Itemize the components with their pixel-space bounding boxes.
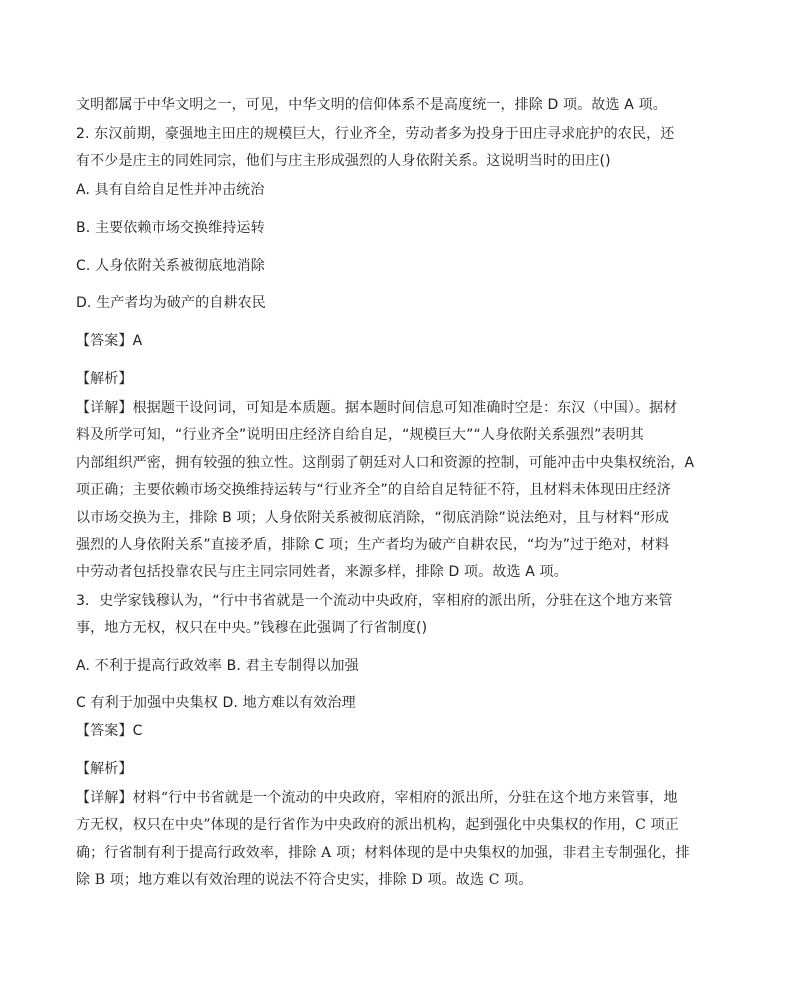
question-2-option-a: A. 具有自给自足性并冲击统治 (76, 182, 265, 198)
question-3-detail-line-2: 方无权，权只在中央”体现的是行省作为中央政府的派出机构，起到强化中央集权的作用，C 项正 (76, 817, 679, 833)
question-2-option-c: C. 人身依附关系被彻底地消除 (76, 258, 265, 274)
question-2-detail-line-7: 中劳动者包括投靠农民与庄主同宗同姓者，来源多样，排除 D 项。故选 A 项。 (76, 564, 568, 580)
question-3-detail-line-3: 确；行省制有利于提高行政效率，排除 A 项；材料体现的是中央集权的加强，非君主专制强化，排 (76, 845, 690, 861)
question-3-detail-line-4: 除 B 项；地方难以有效治理的说法不符合史实，排除 D 项。故选 C 项。 (76, 872, 533, 888)
question-3-stem-line-2: 事，地方无权，权只在中央。”钱穆在此强调了行省制度() (76, 620, 428, 636)
question-2-detail-line-2: 料及所学可知，“行业齐全”说明田庄经济自给自足，“规模巨大”“人身依附关系强烈”表明其 (76, 427, 644, 443)
question-2-stem-line-2: 有不少是庄主的同姓同宗，他们与庄主形成强烈的人身依附关系。这说明当时的田庄() (76, 153, 611, 169)
question-3-detail-line-1: 【详解】材料“行中书省就是一个流动的中央政府，宰相府的派出所，分驻在这个地方来管事，地 (76, 790, 678, 806)
question-2-detail-line-3: 内部组织严密，拥有较强的独立性。这削弱了朝廷对人口和资源的控制，可能冲击中央集权统治，A (76, 455, 695, 471)
question-3-options-cd: C 有利于加强中央集权 D. 地方难以有效治理 (76, 695, 356, 711)
question-2-option-d: D. 生产者均为破产的自耕农民 (76, 295, 266, 311)
question-2-detail-line-5: 以市场交换为主，排除 B 项；人身依附关系被彻底消除，“彻底消除”说法绝对，且与材料“形成 (76, 510, 670, 526)
question-2-answer: 【答案】A (76, 333, 143, 349)
question-2-option-b: B. 主要依赖市场交换维持运转 (76, 220, 265, 236)
question-3-stem-line-1: 3．史学家钱穆认为，“行中书省就是一个流动中央政府，宰相府的派出所，分驻在这个地方来管 (76, 593, 673, 609)
question-2-detail-line-4: 项正确；主要依赖市场交换维持运转与“行业齐全”的自给自足特征不符，且材料未体现田庄经济 (76, 482, 671, 498)
question-2-stem-line-1: 2. 东汉前期，豪强地主田庄的规模巨大，行业齐全，劳动者多为投身于田庄寻求庇护的农民，还 (76, 126, 675, 142)
question-3-options-ab: A. 不利于提高行政效率 B. 君主专制得以加强 (76, 658, 359, 674)
question-2-detail-line-6: 强烈的人身依附关系”直接矛盾，排除 C 项；生产者均为破产自耕农民，“均为”过于绝对，材料 (76, 537, 670, 553)
question-3-analysis-heading: 【解析】 (76, 761, 133, 777)
question-2-detail-line-1: 【详解】根据题干设问词，可知是本质题。据本题时间信息可知准确时空是：东汉（中国）。据材 (76, 400, 678, 416)
text-line-prev-answer-end: 文明都属于中华文明之一，可见，中华文明的信仰体系不是高度统一，排除 D 项。故选 A 项。 (76, 97, 667, 113)
question-3-answer: 【答案】C (76, 723, 143, 739)
question-2-analysis-heading: 【解析】 (76, 371, 133, 387)
